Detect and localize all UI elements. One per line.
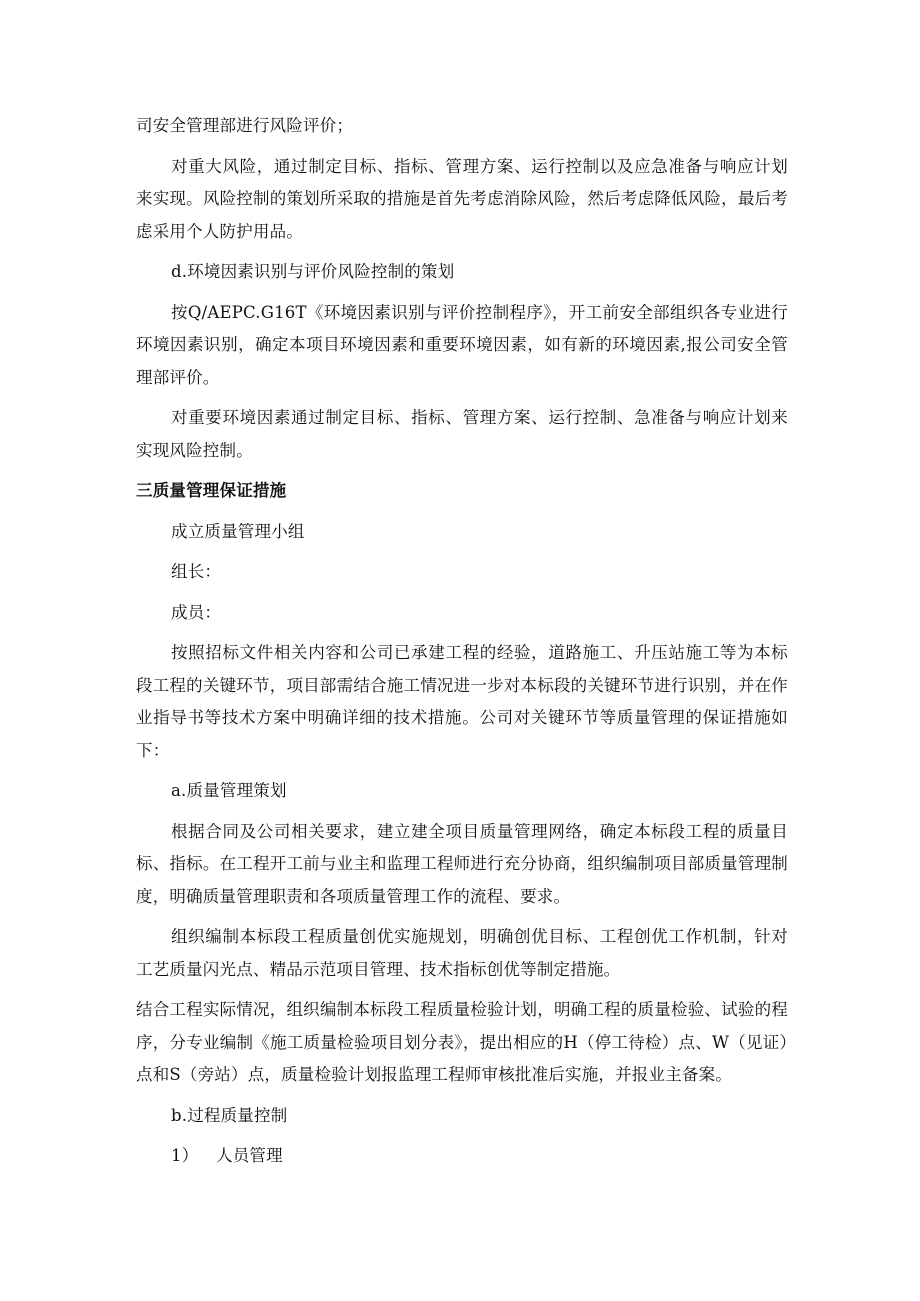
- list-item-label: 人员管理: [216, 1146, 283, 1165]
- paragraph-group-members: 成员：: [171, 602, 222, 622]
- paragraph-major-risk: 对重大风险，通过制定目标、指标、管理方案、运行控制以及应急准备与响应计划来实现。风险控制的策划所采取的措施是首先考虑消除风险，然后考虑降低风险，最后考虑采用个人防护用品。: [136, 156, 788, 241]
- paragraph-key-links: 按照招标文件相关内容和公司已承建工程的经验，道路施工、升压站施工等为本标段工程的关键环节，项目部需结合施工情况进一步对本标段的关键环节进行识别，并在作业指导书等技术方案中明确详细的技术措施。公司对关键环节等质量管理的保证措施如下：: [136, 643, 788, 760]
- document-body: [136, 110, 788, 1173]
- paragraph-quality-network: 根据合同及公司相关要求，建立建全项目质量管理网络，确定本标段工程的质量目标、指标。在工程开工前与业主和监理工程师进行充分协商，组织编制项目部质量管理制度，明确质量管理职责和各项质量管理工作的流程、要求。: [136, 821, 788, 906]
- list-item-personnel: [136, 1140, 788, 1173]
- paragraph-environment-control: 对重要环境因素通过制定目标、指标、管理方案、运行控制、急准备与响应计划来实现风险控制。: [136, 408, 788, 460]
- paragraph-excellence-plan: 组织编制本标段工程质量创优实施规划，明确创优目标、工程创优工作机制，针对工艺质量闪光点、精品示范项目管理、技术指标创优等制定措施。: [136, 927, 788, 979]
- paragraph-quality-group: 成立质量管理小组: [171, 521, 305, 541]
- paragraph-environment-procedure: 按Q/AEPC.G16T《环境因素识别与评价控制程序》，开工前安全部组织各专业进行环境因素识别，确定本项目环境因素和重要环境因素，如有新的环境因素,报公司安全管理部评价。: [136, 302, 788, 387]
- section-heading-quality: 三质量管理保证措施: [136, 481, 287, 500]
- subheading-process-control: b.过程质量控制: [171, 1105, 288, 1125]
- paragraph-group-leader: 组长：: [171, 562, 222, 581]
- paragraph-risk-evaluation-end: 司安全管理部进行风险评价；: [136, 116, 354, 135]
- list-item-number: 1）: [171, 1146, 199, 1165]
- subheading-environment: d.环境因素识别与评价风险控制的策划: [171, 262, 455, 281]
- subheading-quality-planning: a.质量管理策划: [171, 781, 287, 800]
- paragraph-inspection-plan: 结合工程实际情况，组织编制本标段工程质量检验计划，明确工程的质量检验、试验的程序，分专业编制《施工质量检验项目划分表》，提出相应的H（停工待检）点、W（见证）点和S（旁站）点，质量检验计划报监理工程师审核批准后实施，并报业主备案。: [136, 1000, 788, 1084]
